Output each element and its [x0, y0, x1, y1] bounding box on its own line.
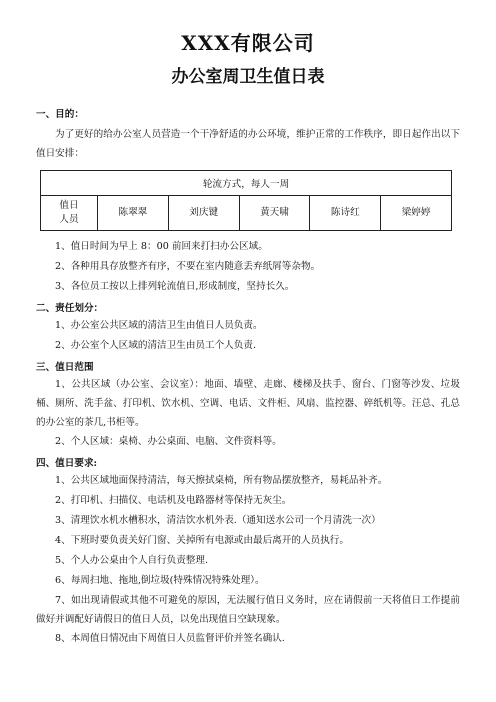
list-item: 6、每周扫地、拖地,倒垃圾(特殊情况特殊处理）。: [55, 575, 265, 586]
document-title: 办公室周卫生值日表: [171, 67, 325, 87]
list-item: 1、公共区域（办公室、会议室）：地面、墙壁、走廊、楼梯及扶手、窗台、门窗等沙发、垃圾桶、厕所、洗手盆、打印机、饮水机、空调、电话、文件柜、风扇、监控器、碎纸机等。汪总、孔总的办公室的茶几,书柜等。: [36, 379, 460, 428]
section-responsibility: [36, 301, 460, 356]
list-item: 1、值日时间为早上 8：00 前回来打扫办公区域。: [55, 241, 268, 252]
list-item: 4、下班时要负责关好门窗、关掉所有电源或由最后离开的人员执行。: [55, 535, 349, 546]
list-item: 2、打印机、扫描仪、电话机及电路器材等保持无灰尘。: [55, 495, 292, 506]
section-heading: 二、责任划分：: [36, 303, 104, 314]
row-label-cell: [41, 196, 98, 231]
section-scope: [36, 360, 460, 452]
list-item: 5、个人办公桌由个人自行负责整理.: [55, 555, 209, 566]
section-heading: 一、目的：: [36, 109, 84, 120]
name-cell: 梁婷婷: [381, 196, 452, 231]
row-label-line2: 人员: [59, 214, 79, 225]
name-cell: 陈诗红: [310, 196, 381, 231]
list-item: 8、本周值日情况由下周值日人员监督评价并签名确认.: [55, 633, 285, 644]
section-heading: 三、值日范围: [36, 362, 94, 373]
list-item: 3、清理饮水机水槽积水，清洁饮水机外表.（通知送水公司一个月清洗一次）: [55, 515, 381, 526]
section-purpose: [36, 107, 460, 163]
row-label-line1: 值日: [59, 200, 79, 211]
list-item: 1、办公室公共区域的清洁卫生由值日人员负责。: [55, 320, 263, 331]
purpose-text: 为了更好的给办公室人员营造一个干净舒适的办公环境，维护正常的工作秩序，即日起作出以下值日安排：: [36, 129, 460, 159]
list-item: 2、个人区域：桌椅、办公桌面、电脑、文件资料等。: [55, 436, 282, 447]
list-item: 2、办公室个人区域的清洁卫生由员工个人负责.: [55, 340, 257, 351]
list-item: 2、各种用具存放整齐有序，不要在室内随意丢弃纸屑等杂物。: [55, 261, 321, 272]
name-cell: 黄天啸: [239, 196, 310, 231]
notes-list: [36, 237, 460, 297]
duty-table: [40, 170, 452, 231]
list-item: 7、如出现请假或其他不可避免的原因，无法履行值日义务时，应在请假前一天将值日工作提前做好并调配好请假日的值日人员，以免出现值日空缺现象。: [36, 595, 460, 625]
company-title: XXX有限公司: [181, 31, 315, 55]
section-heading: 四、值日要求:: [36, 458, 98, 469]
name-cell: 陈翠翠: [98, 196, 169, 231]
list-item: 1、公共区域地面保持清洁，每天擦拭桌椅，所有物品摆放整齐，易耗品补齐。: [55, 475, 388, 486]
list-item: 3、各位员工按以上排列轮流值日,形成制度，坚持长久。: [55, 281, 295, 292]
name-cell: 刘庆键: [168, 196, 239, 231]
section-requirements: [36, 456, 460, 649]
table-header-cell: 轮流方式，每人一周: [41, 171, 452, 196]
